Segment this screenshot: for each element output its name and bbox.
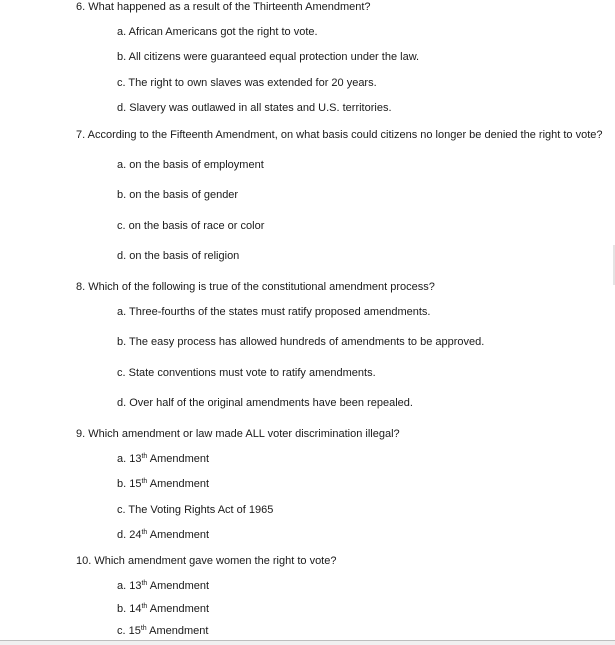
option-text-pre: b. The easy process has allowed hundreds of amendments to be approved.	[117, 336, 485, 348]
answer-option	[117, 477, 209, 491]
option-text-sup: th	[141, 453, 148, 460]
bottom-scroll-bar[interactable]	[0, 640, 615, 645]
option-text-pre: d. on the basis of religion	[117, 250, 240, 262]
option-text-pre: d. Slavery was outlawed in all states and U.S. territories.	[117, 102, 392, 114]
option-text-pre: d. 24	[117, 529, 142, 541]
option-text-pre: c. on the basis of race or color	[117, 220, 265, 232]
answer-option	[117, 366, 376, 380]
question-6: 6. What happened as a result of the Thirteenth Amendment?	[76, 1, 371, 13]
answer-option	[117, 579, 209, 593]
option-text-post: Amendment	[146, 625, 209, 637]
option-text-post: Amendment	[147, 453, 210, 465]
option-text-pre: a. Three-fourths of the states must ratify proposed amendments.	[117, 306, 431, 318]
option-text-pre: a. African Americans got the right to vote.	[117, 26, 318, 38]
answer-option	[117, 249, 239, 263]
option-text-pre: a. on the basis of employment	[117, 159, 264, 171]
answer-option	[117, 528, 209, 542]
option-text-pre: a. 13	[117, 580, 142, 592]
option-text-pre: c. State conventions must vote to ratify amendments.	[117, 367, 376, 379]
option-text-pre: c. The Voting Rights Act of 1965	[117, 504, 274, 516]
option-text-pre: c. The right to own slaves was extended for 20 years.	[117, 77, 377, 89]
option-text-post: Amendment	[147, 529, 210, 541]
option-text-pre: b. on the basis of gender	[117, 189, 239, 201]
answer-option	[117, 503, 273, 517]
option-text-pre: c. 15	[117, 625, 141, 637]
option-text-post: Amendment	[147, 580, 210, 592]
question-8: 8. Which of the following is true of the constitutional amendment process?	[76, 281, 435, 293]
answer-option	[117, 452, 209, 466]
question-7: 7. According to the Fifteenth Amendment, on what basis could citizens no longer be denied the right to vote?	[76, 129, 603, 141]
answer-option	[117, 396, 413, 410]
option-text-sup: th	[141, 529, 148, 536]
option-text-sup: th	[141, 580, 148, 587]
option-text-pre: b. 14	[117, 603, 142, 615]
answer-option	[117, 50, 419, 64]
option-text-pre: b. All citizens were guaranteed equal protection under the law.	[117, 51, 420, 63]
option-text-pre: b. 15	[117, 478, 142, 490]
option-text-pre: d. Over half of the original amendments have been repealed.	[117, 397, 413, 409]
question-10: 10. Which amendment gave women the right to vote?	[76, 555, 337, 567]
answer-option	[117, 219, 264, 233]
option-text-post: Amendment	[147, 478, 210, 490]
answer-option	[117, 158, 264, 172]
answer-option	[117, 188, 238, 202]
answer-option	[117, 335, 484, 349]
option-text-sup: th	[140, 625, 147, 632]
option-text-post: Amendment	[147, 603, 210, 615]
option-text-pre: a. 13	[117, 453, 142, 465]
answer-option	[117, 76, 377, 90]
answer-option	[117, 305, 430, 319]
option-text-sup: th	[141, 603, 148, 610]
answer-option	[117, 602, 209, 616]
answer-option	[117, 25, 318, 39]
answer-option	[117, 624, 208, 638]
option-text-sup: th	[141, 478, 148, 485]
question-9: 9. Which amendment or law made ALL voter discrimination illegal?	[76, 428, 400, 440]
answer-option	[117, 101, 392, 115]
